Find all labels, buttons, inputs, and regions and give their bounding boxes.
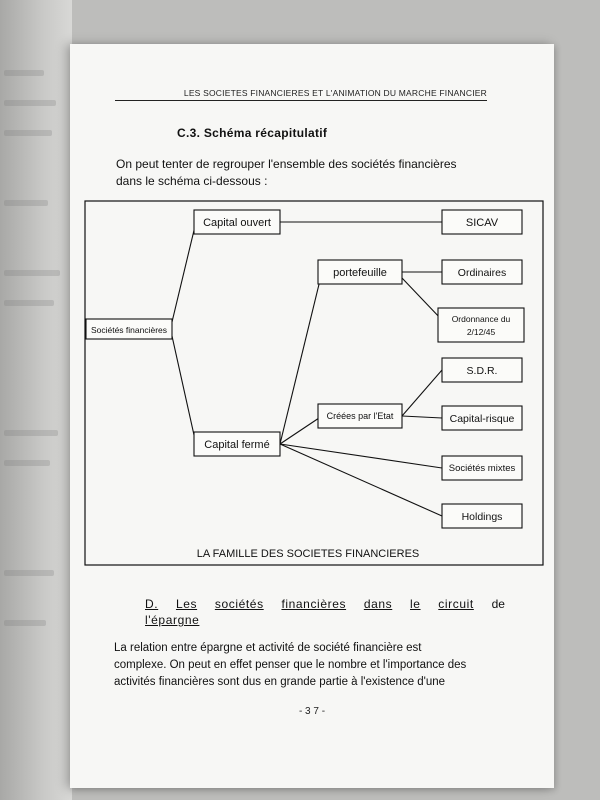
heading-word: circuit [438, 597, 474, 611]
capital-ouvert-label: Capital ouvert [203, 217, 271, 229]
running-header: LES SOCIETES FINANCIERES ET L'ANIMATION DU MARCHE FINANCIER [115, 88, 487, 101]
document-page [70, 44, 554, 788]
ghost-text-line [4, 70, 44, 76]
ghost-text-line [4, 130, 52, 136]
body-line: complexe. On peut en effet penser que le nombre et l'importance des [114, 659, 467, 671]
facing-page-edge [0, 0, 72, 800]
societes-mixtes-label: Sociétés mixtes [448, 463, 516, 474]
heading-word: de [491, 597, 505, 611]
body-paragraph [114, 640, 484, 691]
connector-line [280, 444, 442, 516]
intro-line: On peut tenter de regrouper l'ensemble des sociétés financières [116, 157, 457, 171]
subsection-heading-line [145, 612, 505, 628]
body-line: La relation entre épargne et activité de société financière est [114, 642, 422, 654]
creees-etat-label: Créées par l'Etat [326, 411, 394, 421]
sicav-label: SICAV [465, 217, 499, 229]
connector-line [172, 222, 196, 322]
ghost-text-line [4, 300, 54, 306]
capital-ferme-label: Capital fermé [204, 439, 270, 451]
root-node-label: Sociétés financières [90, 325, 168, 335]
connector-line [402, 278, 442, 320]
holdings-label: Holdings [461, 511, 503, 523]
diagram-caption: LA FAMILLE DES SOCIETES FINANCIERES [196, 548, 420, 560]
heading-word: D. [145, 597, 159, 611]
heading-word: financières [281, 597, 347, 611]
connector-line [280, 272, 322, 444]
sdr-label: S.D.R. [466, 365, 498, 377]
heading-word: sociétés [214, 597, 264, 611]
connector-line [280, 444, 442, 468]
intro-line: dans le schéma ci-dessous : [116, 174, 268, 188]
ghost-text-line [4, 460, 50, 466]
ghost-text-line [4, 200, 48, 206]
organization-diagram [84, 200, 544, 566]
ordonnance-label-line1: Ordonnance du [451, 314, 511, 324]
connector-line [172, 336, 196, 444]
section-title: C.3. Schéma récapitulatif [177, 126, 328, 140]
connector-line [402, 370, 442, 416]
capital-risque-label: Capital-risque [449, 413, 515, 425]
ordonnance-label-line2: 2/12/45 [466, 327, 496, 337]
heading-word: le [410, 597, 421, 611]
connector-lines [172, 222, 444, 516]
heading-word: Les [175, 597, 198, 611]
intro-paragraph [116, 156, 506, 190]
ghost-text-line [4, 100, 56, 106]
subsection-heading [145, 596, 505, 628]
ghost-text-line [4, 430, 58, 436]
subsection-heading-line [145, 596, 505, 612]
page-number: - 3 7 - [298, 706, 326, 717]
ghost-text-line [4, 270, 60, 276]
portefeuille-label: portefeuille [333, 267, 387, 279]
heading-word: dans [363, 597, 393, 611]
ghost-text-line [4, 570, 54, 576]
connector-line [402, 416, 442, 418]
ghost-text-line [4, 620, 46, 626]
body-line: activités financières sont dus en grande partie à l'existence d'une [114, 676, 446, 688]
ordinaires-label: Ordinaires [457, 267, 507, 279]
heading-word: l'épargne [145, 613, 200, 627]
